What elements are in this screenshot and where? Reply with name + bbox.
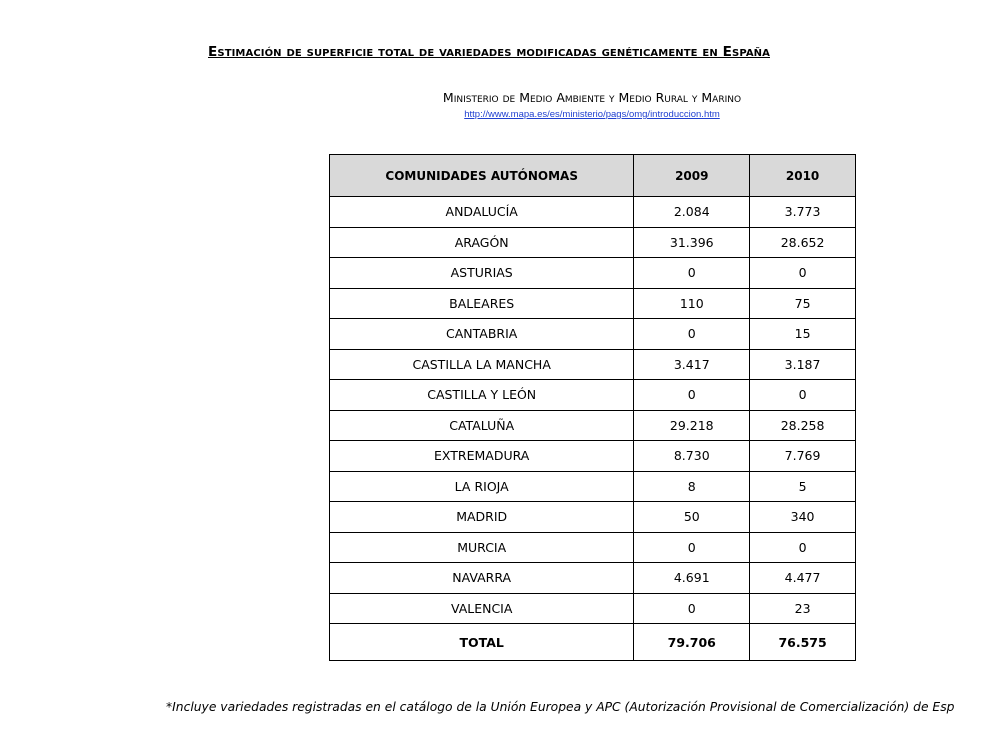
value-2009-cell: 4.691 (634, 563, 750, 594)
table-row (330, 593, 856, 624)
source-name: Ministerio de Medio Ambiente y Medio Rural y Marino (442, 90, 742, 105)
value-2010-cell: 4.477 (750, 563, 856, 594)
region-cell: BALEARES (330, 288, 634, 319)
table-row (330, 532, 856, 563)
value-2010-cell: 28.258 (750, 410, 856, 441)
table-row (330, 197, 856, 228)
value-2009-cell: 29.218 (634, 410, 750, 441)
value-2009-cell: 8.730 (634, 441, 750, 472)
value-2010-cell: 23 (750, 593, 856, 624)
region-cell: CASTILLA Y LEÓN (330, 380, 634, 411)
column-header-region: COMUNIDADES AUTÓNOMAS (330, 155, 634, 197)
value-2010-cell: 0 (750, 258, 856, 289)
region-cell: NAVARRA (330, 563, 634, 594)
value-2010-cell: 15 (750, 319, 856, 350)
value-2010-cell: 3.773 (750, 197, 856, 228)
table-row (330, 319, 856, 350)
value-2009-cell: 0 (634, 380, 750, 411)
value-2009-cell: 3.417 (634, 349, 750, 380)
region-cell: LA RIOJA (330, 471, 634, 502)
value-2010-cell: 75 (750, 288, 856, 319)
data-table (329, 154, 856, 661)
region-cell: CANTABRIA (330, 319, 634, 350)
table-row (330, 441, 856, 472)
value-2009-cell: 110 (634, 288, 750, 319)
table-row (330, 502, 856, 533)
table-row (330, 349, 856, 380)
region-cell: ASTURIAS (330, 258, 634, 289)
table-row (330, 258, 856, 289)
region-cell: ARAGÓN (330, 227, 634, 258)
table-row (330, 227, 856, 258)
region-cell: MURCIA (330, 532, 634, 563)
value-2010-cell: 0 (750, 532, 856, 563)
value-2009-cell: 0 (634, 319, 750, 350)
source-link[interactable]: http://www.mapa.es/es/ministerio/pags/omg/introduccion.htm (464, 109, 720, 120)
value-2009-cell: 0 (634, 593, 750, 624)
region-cell: VALENCIA (330, 593, 634, 624)
value-2009-cell: 50 (634, 502, 750, 533)
total-2009: 79.706 (634, 624, 750, 661)
table-row (330, 288, 856, 319)
value-2010-cell: 7.769 (750, 441, 856, 472)
footnote: *Incluye variedades registradas en el catálogo de la Unión Europea y APC (Autorización Provisional de Comercialización) de Esp (166, 700, 955, 714)
value-2009-cell: 0 (634, 258, 750, 289)
table-row (330, 471, 856, 502)
value-2009-cell: 8 (634, 471, 750, 502)
region-cell: ANDALUCÍA (330, 197, 634, 228)
region-cell: MADRID (330, 502, 634, 533)
total-label: TOTAL (330, 624, 634, 661)
page-title: Estimación de superficie total de variedades modificadas genéticamente en España (208, 44, 770, 60)
value-2009-cell: 31.396 (634, 227, 750, 258)
region-cell: EXTREMADURA (330, 441, 634, 472)
value-2009-cell: 2.084 (634, 197, 750, 228)
total-2010: 76.575 (750, 624, 856, 661)
table-header-row (330, 155, 856, 197)
total-row (330, 624, 856, 661)
value-2010-cell: 340 (750, 502, 856, 533)
value-2010-cell: 0 (750, 380, 856, 411)
value-2010-cell: 3.187 (750, 349, 856, 380)
table-row (330, 410, 856, 441)
region-cell: CASTILLA LA MANCHA (330, 349, 634, 380)
value-2010-cell: 28.652 (750, 227, 856, 258)
table-row (330, 563, 856, 594)
column-header-2009: 2009 (634, 155, 750, 197)
value-2009-cell: 0 (634, 532, 750, 563)
region-cell: CATALUÑA (330, 410, 634, 441)
column-header-2010: 2010 (750, 155, 856, 197)
value-2010-cell: 5 (750, 471, 856, 502)
table-row (330, 380, 856, 411)
